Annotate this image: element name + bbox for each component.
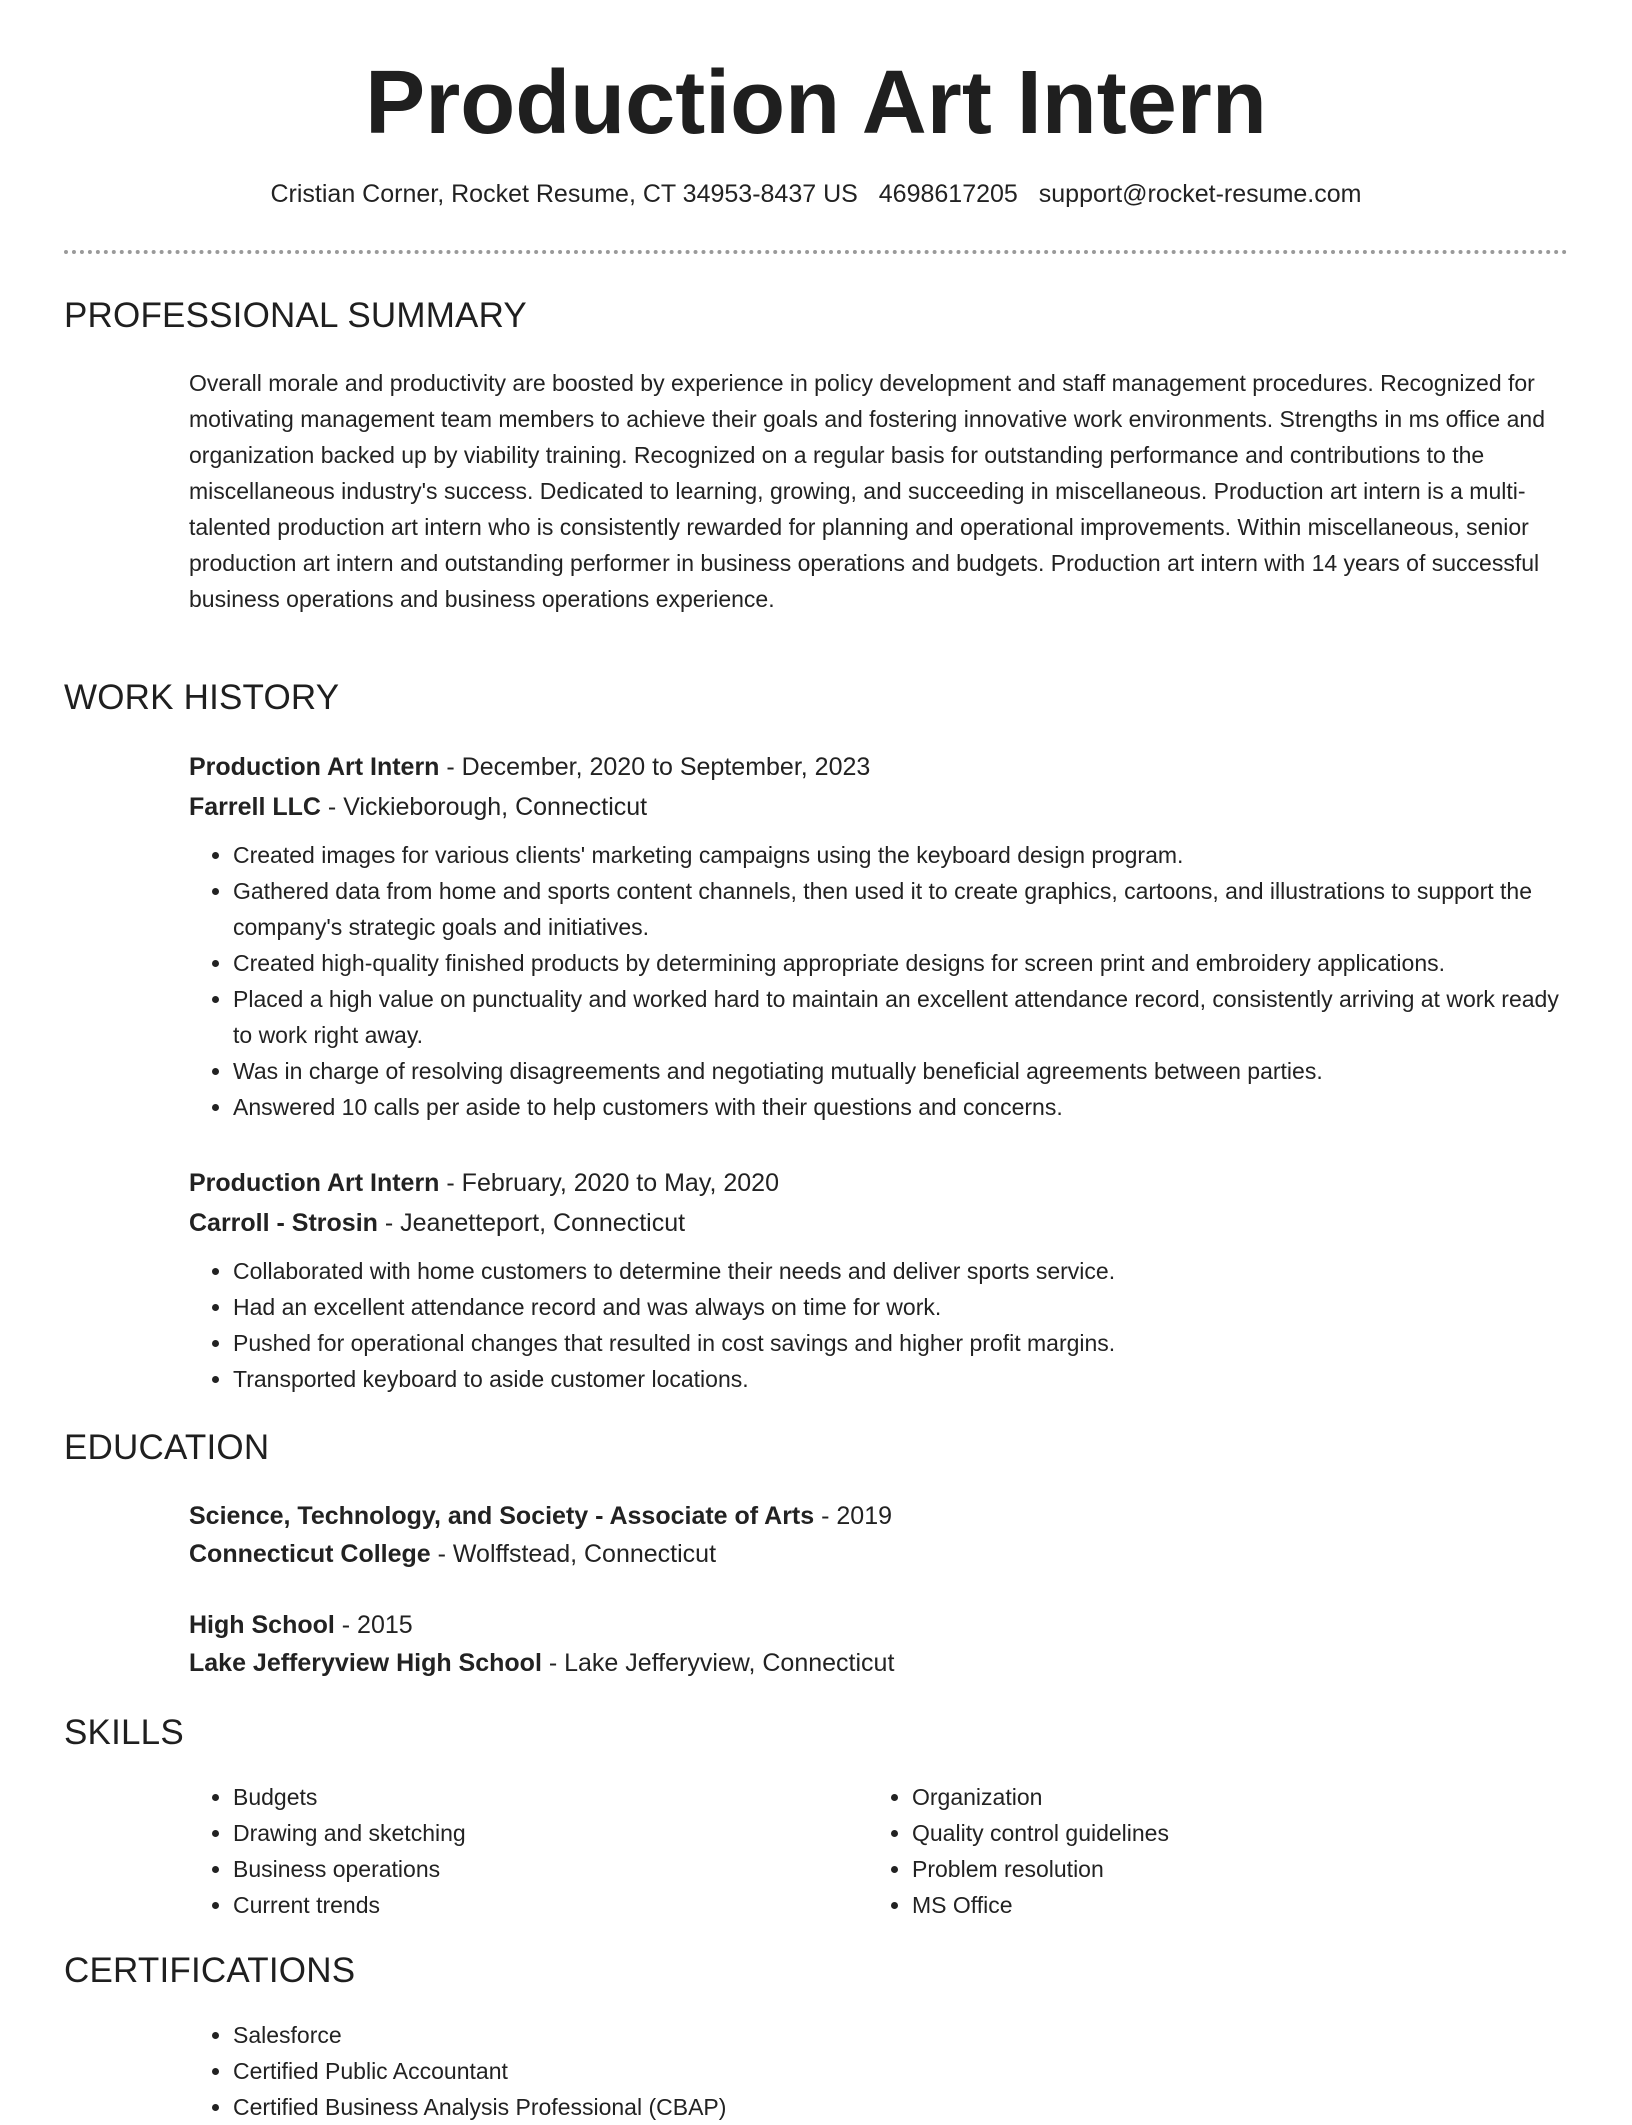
education-degree: Science, Technology, and Society - Associate of Arts [189,1502,815,1530]
list-item: • Collaborated with home customers to determine their needs and deliver sports service. [233,1253,1569,1289]
section-title-summary: PROFESSIONAL SUMMARY [64,296,527,335]
summary-block [189,365,1569,617]
skill-item: • Budgets [233,1779,868,1815]
skill-item: • Problem resolution [912,1851,1547,1887]
job-dates: - February, 2020 to May, 2020 [439,1169,779,1197]
job-bullets [189,837,1569,1125]
certification-item: • Certified Public Accountant [233,2053,1569,2089]
job-entry [189,1163,1569,1397]
job-bullets [189,1253,1569,1397]
list-item: • Gathered data from home and sports content channels, then used it to create graphics, cartoons, and illustrations to support the company's strategic goals and initiatives. [233,873,1569,945]
skill-item: • Drawing and sketching [233,1815,868,1851]
list-item: • Created images for various clients' marketing campaigns using the keyboard design program. [233,837,1569,873]
education-year: - 2015 [334,1611,413,1639]
skill-item: • Business operations [233,1851,868,1887]
education-school-line [189,1535,1569,1573]
certification-item: • Certified Business Analysis Professional (CBAP) [233,2089,1569,2125]
contact-line [0,180,1632,209]
contact-address: Cristian Corner, Rocket Resume, CT 34953-8437 US [270,180,858,208]
job-company-line [189,1203,1569,1243]
job-company: Farrell LLC [189,793,321,821]
job-location: - Jeanetteport, Connecticut [377,1209,686,1237]
job-company: Carroll - Strosin [189,1209,378,1237]
skills-column-left [189,1779,868,1923]
job-company-line [189,787,1569,827]
education-degree-line [189,1497,1569,1535]
section-title-work: WORK HISTORY [64,678,340,717]
job-location: - Vickieborough, Connecticut [320,793,648,821]
education-entry [189,1606,1569,1682]
skills-list [189,1779,1569,1923]
education-school: Lake Jefferyview High School [189,1649,542,1677]
header-divider [64,250,1568,254]
job-title-line [189,747,1569,787]
education-location: - Lake Jefferyview, Connecticut [541,1649,895,1677]
job-role: Production Art Intern [189,1169,440,1197]
resume-name: Production Art Intern [365,53,1267,153]
list-item: • Was in charge of resolving disagreements and negotiating mutually beneficial agreements between parties. [233,1053,1569,1089]
education-location: - Wolffstead, Connecticut [430,1540,717,1568]
summary-text: Overall morale and productivity are boosted by experience in policy development and staff management procedures. Recognized for motivating management team members to achieve their goals and fostering innovative work environments. Strengths in ms office and organization backed up by viability training. Recognized on a regular basis for outstanding performance and contributions to the miscellaneous industry's success. Dedicated to learning, growing, and succeeding in miscellaneous. Production art intern is a multi-talented production art intern who is consistently rewarded for planning and operational improvements. Within miscellaneous, senior production art intern and outstanding performer in business operations and budgets. Production art intern with 14 years of successful business operations and business operations experience. [189,370,1545,612]
skills-column-right [868,1779,1547,1923]
education-year: - 2019 [814,1502,893,1530]
section-title-education: EDUCATION [64,1428,270,1467]
list-item: • Pushed for operational changes that resulted in cost savings and higher profit margins. [233,1325,1569,1361]
skill-item: • Quality control guidelines [912,1815,1547,1851]
contact-phone: 4698617205 [878,180,1018,208]
skill-item: • MS Office [912,1887,1547,1923]
certification-item: • Salesforce [233,2017,1569,2053]
job-dates: - December, 2020 to September, 2023 [439,753,871,781]
certification-bullets [189,2017,1569,2125]
list-item: • Transported keyboard to aside customer locations. [233,1361,1569,1397]
contact-email: support@rocket-resume.com [1038,180,1362,208]
list-item: • Answered 10 calls per aside to help customers with their questions and concerns. [233,1089,1569,1125]
education-degree-line [189,1606,1569,1644]
section-title-certifications: CERTIFICATIONS [64,1951,356,1990]
job-title-line [189,1163,1569,1203]
education-school: Connecticut College [189,1540,431,1568]
job-entry [189,747,1569,1125]
certifications-list [189,2017,1569,2125]
education-degree: High School [189,1611,335,1639]
skill-item: • Current trends [233,1887,868,1923]
skills-grid [189,1779,1569,1923]
education-entry [189,1497,1569,1573]
section-title-skills: SKILLS [64,1713,184,1752]
job-role: Production Art Intern [189,753,440,781]
list-item: • Created high-quality finished products by determining appropriate designs for screen print and embroidery applications. [233,945,1569,981]
skill-item: • Organization [912,1779,1547,1815]
list-item: • Had an excellent attendance record and was always on time for work. [233,1289,1569,1325]
list-item: • Placed a high value on punctuality and worked hard to maintain an excellent attendance record, consistently arriving at work ready to work right away. [233,981,1569,1053]
education-school-line [189,1644,1569,1682]
